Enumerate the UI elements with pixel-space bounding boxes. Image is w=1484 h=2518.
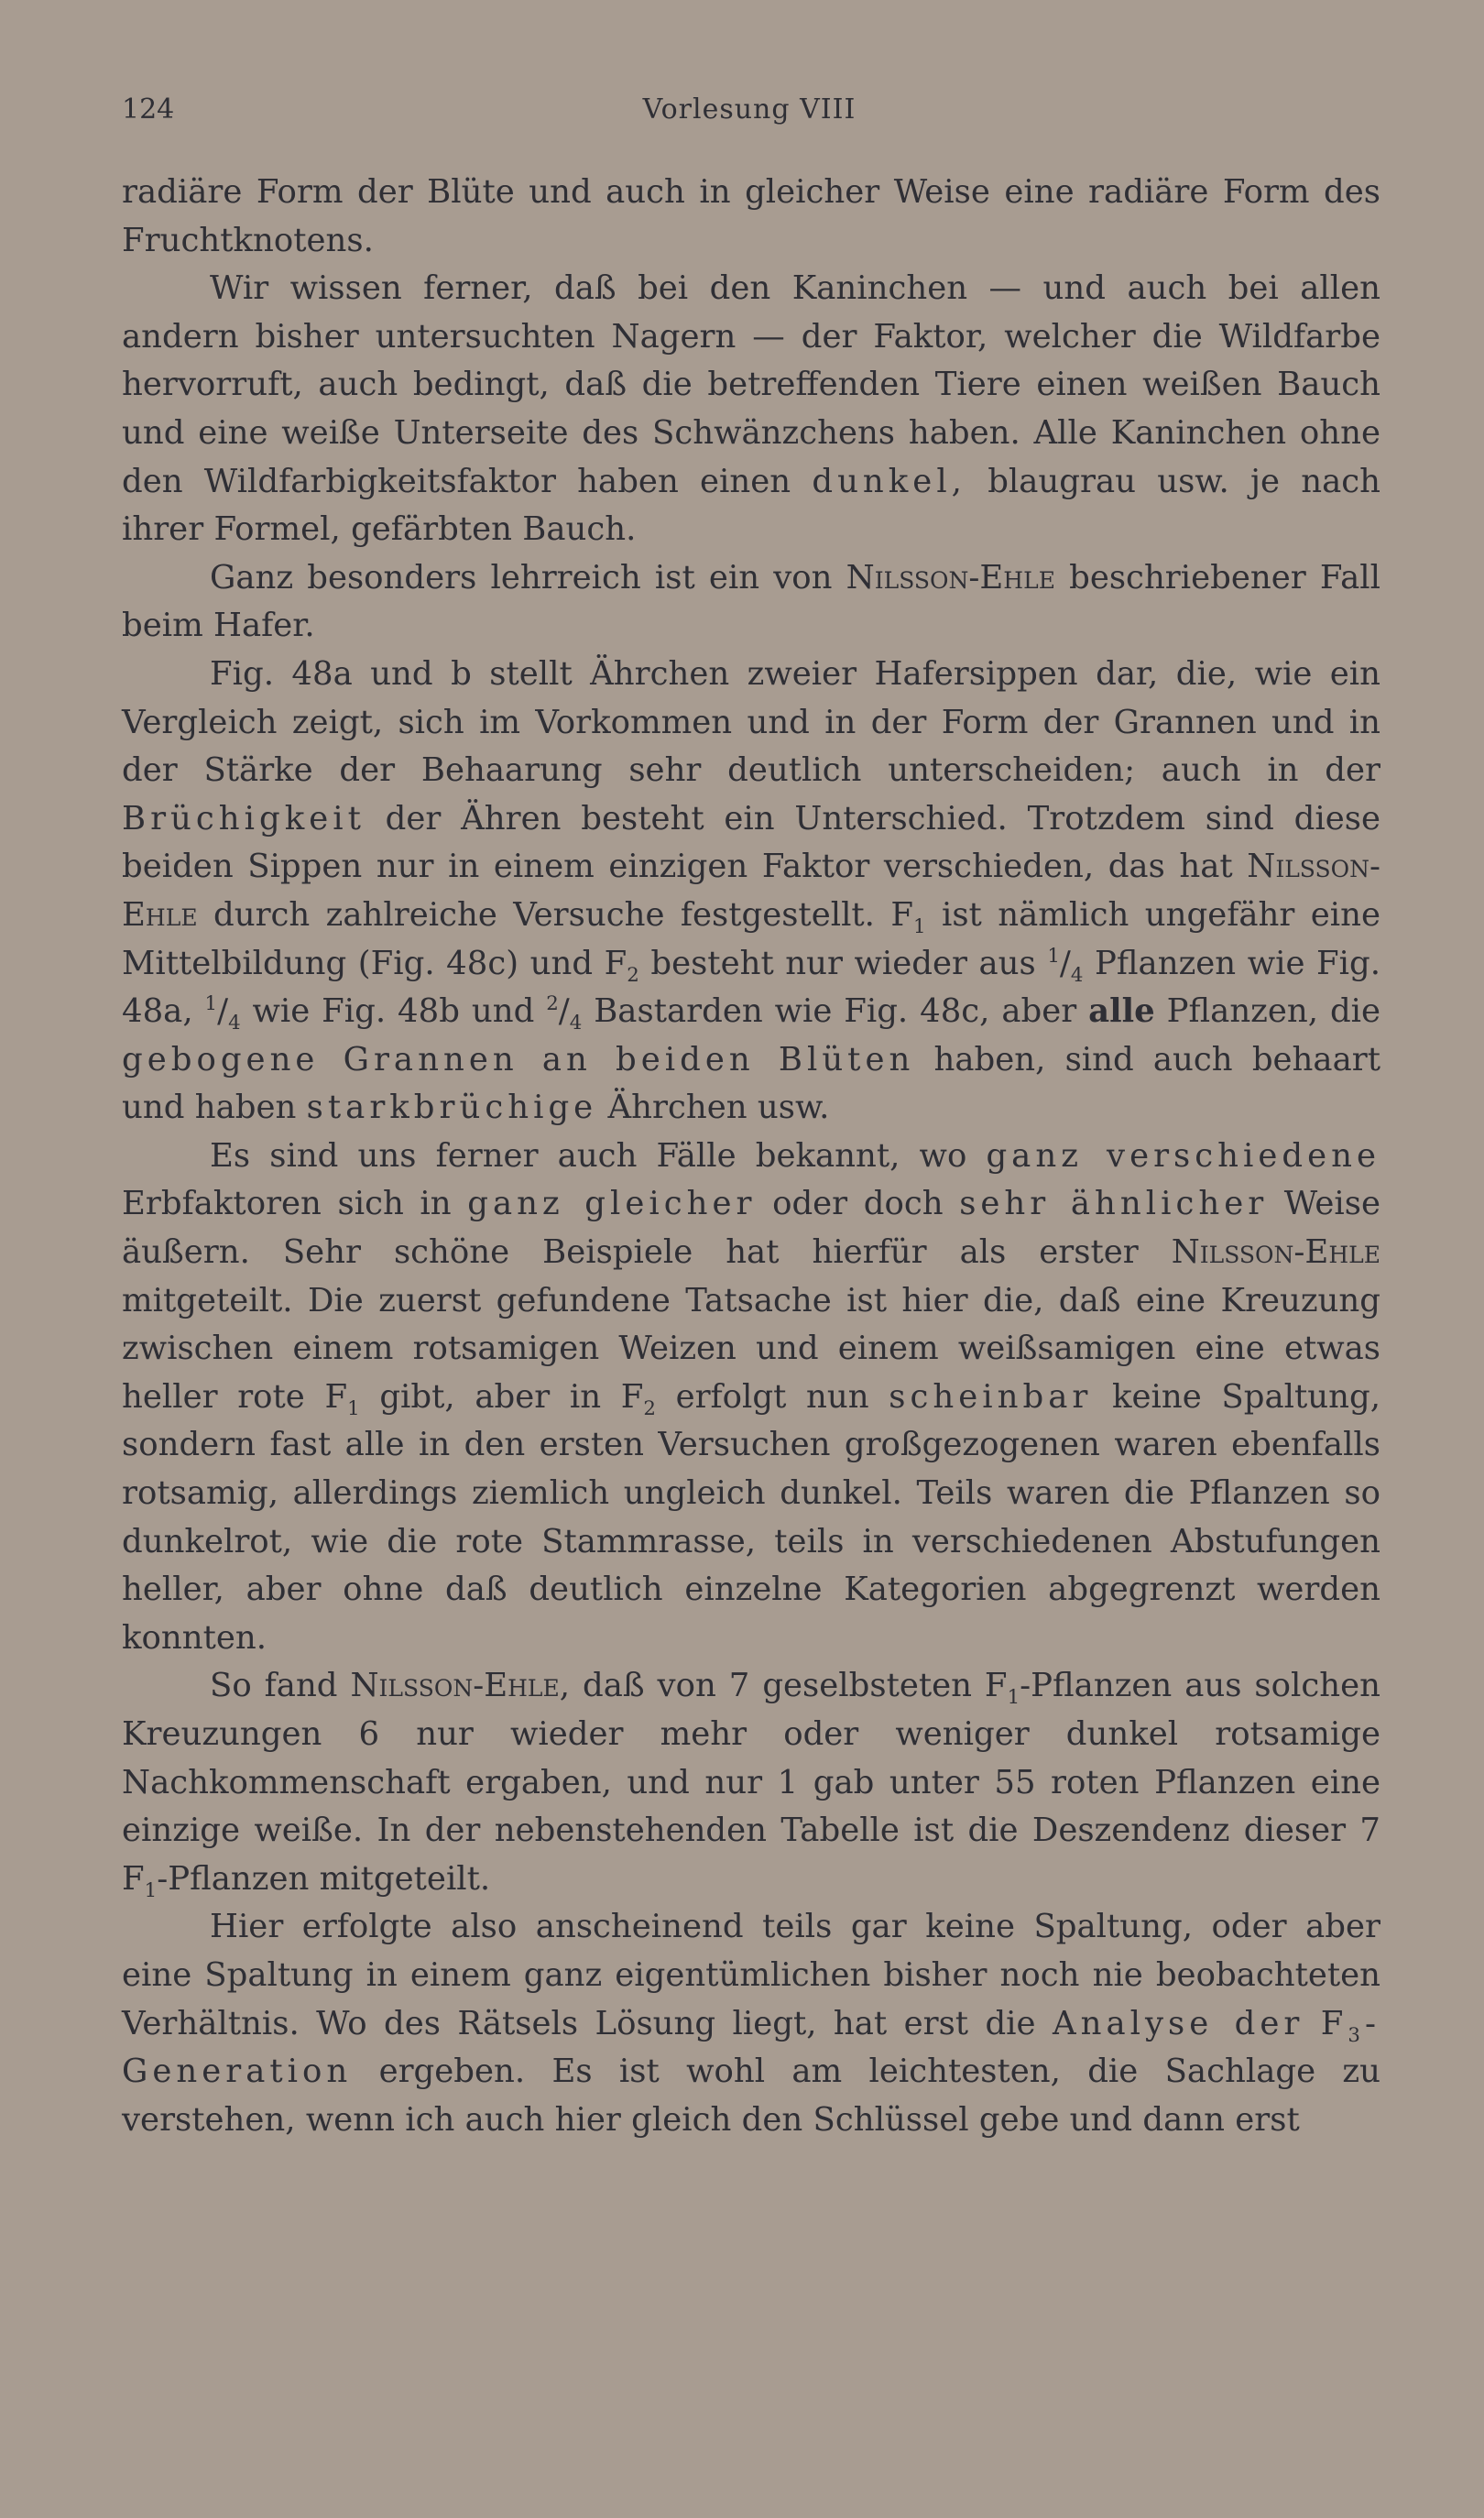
author-name: Nilsson-Ehle — [350, 1667, 560, 1705]
running-title: Vorlesung VIII — [642, 93, 857, 126]
paragraph-6: So fand Nilsson-Ehle, daß von 7 geselbsteten $F_1$-Pflanzen aus solchen Kreuzungen 6 nur wieder mehr oder weniger dunkel rotsamige Nachkommenschaft ergaben, und nur 1 gab unter 55 roten Pflanzen eine einzige weiße. In der nebenstehenden Tabelle ist die Deszendenz dieser 7 $F_1$-Pflanzen mitgeteilt. — [122, 1667, 1380, 1902]
paragraph-4: Fig. 48a und b stellt Ährchen zweier Hafersippen dar, die, wie ein Vergleich zeigt, sich im Vorkommen und in der Form der Grannen und in der Stärke der Behaarung sehr deutlich unterscheiden; auch in der Brüchigkeit der Ähren besteht ein Unterschied. Trotzdem sind diese beiden Sippen nur in einem einzigen Faktor verschieden, das hat Nilsson-Ehle durch zahlreiche Versuche festgestellt. $F_1$ ist nämlich ungefähr eine Mittelbildung (Fig. 48c) und $F_2$ besteht nur wieder aus $^1/_4$ Pflanzen wie Fig. 48a, $^1/_4$ wie Fig. 48b und $^2/_4$ Bastarden wie Fig. 48c, aber alle Pflanzen, die gebogene Grannen an beiden Blüten haben, sind auch behaart und haben starkbrüchige Ährchen usw. — [122, 654, 1381, 1127]
page-number: 124 — [122, 93, 175, 126]
spaced-emphasis: dunkel, — [812, 462, 966, 500]
paragraph-3: Ganz besonders lehrreich ist ein von Nilsson-Ehle beschriebener Fall beim Hafer. — [122, 558, 1380, 645]
fraction: $^1/_4$ — [1047, 944, 1084, 987]
author-name: Nilsson-Ehle — [122, 848, 1380, 934]
paragraph-1: radiäre Form der Blüte und auch in gleicher Weise eine radiäre Form des Fruchtknotens. — [122, 173, 1380, 259]
author-name: Nilsson-Ehle — [846, 558, 1055, 597]
page-header — [122, 93, 1377, 139]
body-text — [122, 169, 1380, 2144]
paragraph-2: Wir wissen ferner, daß bei den Kaninchen — und auch bei allen andern bisher untersuchten Nagern — der Faktor, welcher die Wildfarbe hervorruft, auch bedingt, daß die betreffenden Tiere einen weißen Bauch und eine weiße Unterseite des Schwänzchens haben. Alle Kaninchen ohne den Wildfarbigkeitsfaktor haben einen dunkel, blaugrau usw. je nach ihrer Formel, gefärbten Bauch. — [122, 269, 1380, 549]
author-name: Nilsson-Ehle — [1171, 1233, 1380, 1272]
paragraph-7: Hier erfolgte also anscheinend teils gar keine Spaltung, oder aber eine Spaltung in einem ganz eigentümlichen bisher noch nie beobachteten Verhältnis. Wo des Rätsels Lösung liegt, hat erst die Analyse der $F_3$-Generation ergeben. Es ist wohl am leichtesten, die Sachlage zu verstehen, wenn ich auch hier gleich den Schlüssel gebe und dann erst — [122, 1908, 1380, 2139]
fraction: $^1/_4$ — [204, 992, 241, 1035]
fraction: $^2/_4$ — [546, 992, 583, 1035]
paragraph-5: Es sind uns ferner auch Fälle bekannt, wo ganz verschiedene Erbfaktoren sich in ganz gleicher oder doch sehr ähnlicher Weise äußern. Sehr schöne Beispiele hat hierfür als erster Nilsson-Ehle mitgeteilt. Die zuerst gefundene Tatsache ist hier die, daß eine Kreuzung zwischen einem rotsamigen Weizen und einem weißsamigen eine etwas heller rote $F_1$ gibt, aber in $F_2$ erfolgt nun scheinbar keine Spaltung, sondern fast alle in den ersten Versuchen großgezogenen waren ebenfalls rotsamig, allerdings ziemlich ungleich dunkel. Teils waren die Pflanzen so dunkelrot, wie die rote Stammrasse, teils in verschiedenen Abstufungen heller, aber ohne daß deutlich einzelne Kategorien abgegrenzt werden konnten. — [122, 1136, 1380, 1657]
